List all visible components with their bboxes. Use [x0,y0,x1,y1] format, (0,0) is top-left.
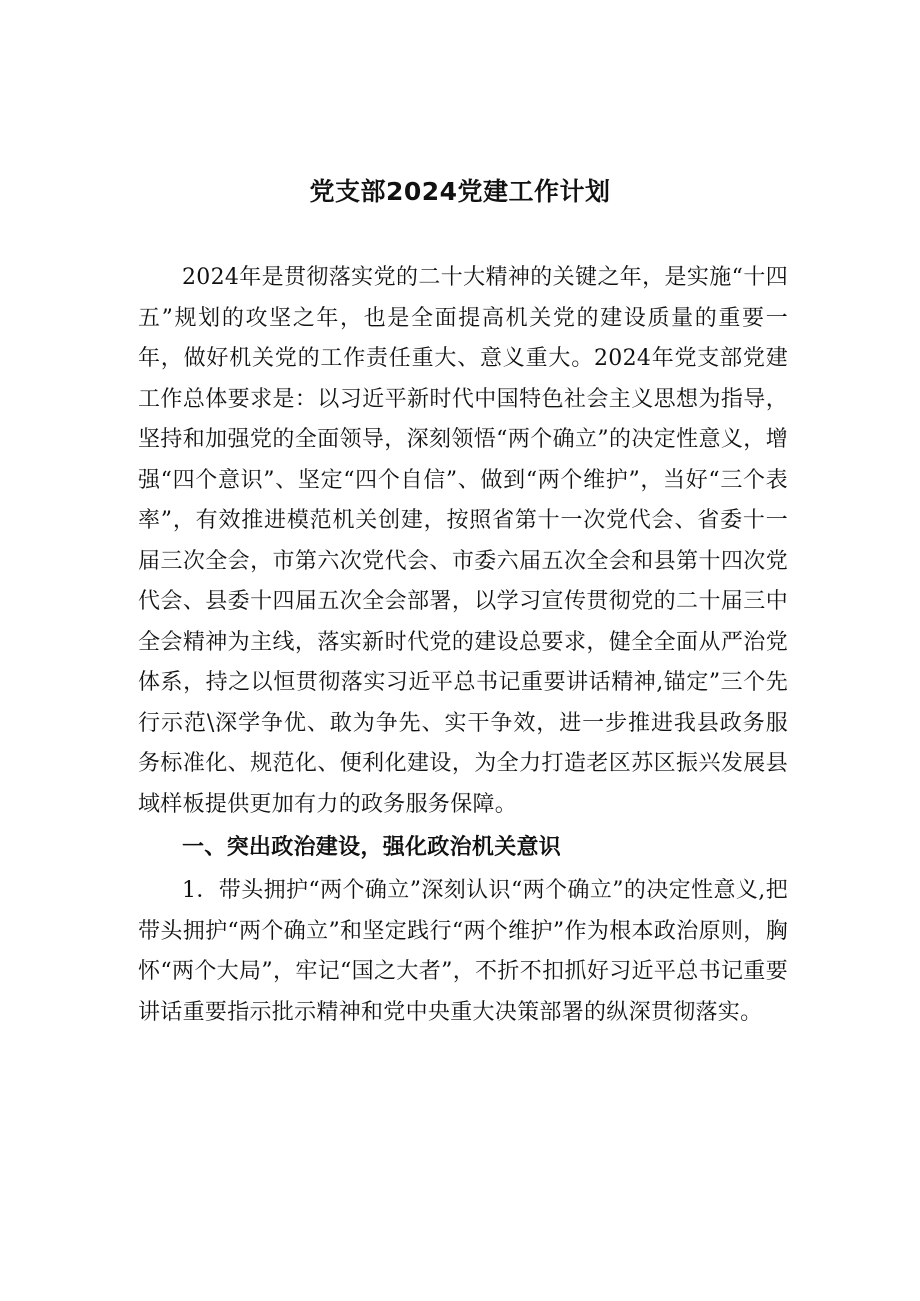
intro-paragraph: 2024年是贯彻落实党的二十大精神的关键之年，是实施“十四五”规划的攻坚之年，也是全面提高机关党的建设质量的重要一年，做好机关党的工作责任重大、意义重大。2024年党支部党建工作总体要求是：以习近平新时代中国特色社会主义思想为指导，坚持和加强党的全面领导，深刻领悟“两个确立”的决定性意义，增强“四个意识”、坚定“四个自信”、做到“两个维护”，当好“三个表率”，有效推进模范机关创建，按照省第十一次党代会、省委十一届三次全会，市第六次党代会、市委六届五次全会和县第十四次党代会、县委十四届五次全会部署，以学习宣传贯彻党的二十届三中全会精神为主线，落实新时代党的建设总要求，健全全面从严治党体系，持之以恒贯彻落实习近平总书记重要讲话精神,锚定”三个先行示范\深学争优、敢为争先、实干争效，进一步推进我县政务服务标准化、规范化、便利化建设，为全力打造老区苏区振兴发展县域样板提供更加有力的政务服务保障。 [138,265,788,817]
section-paragraph-1: 1．带头拥护“两个确立”深刻认识“两个确立”的决定性意义,把带头拥护“两个确立”和坚定践行“两个维护”作为根本政治原则，胸怀“两个大局”，牢记“国之大者”，不折不扣抓好习近平总书记重要讲话重要指示批示精神和党中央重大决策部署的纵深贯彻落实。 [138,878,788,1025]
section-heading: 一、突出政治建设，强化政治机关意识 [182,835,562,860]
document-body [138,258,788,1033]
document-title: 党支部2024党建工作计划 [309,177,611,206]
